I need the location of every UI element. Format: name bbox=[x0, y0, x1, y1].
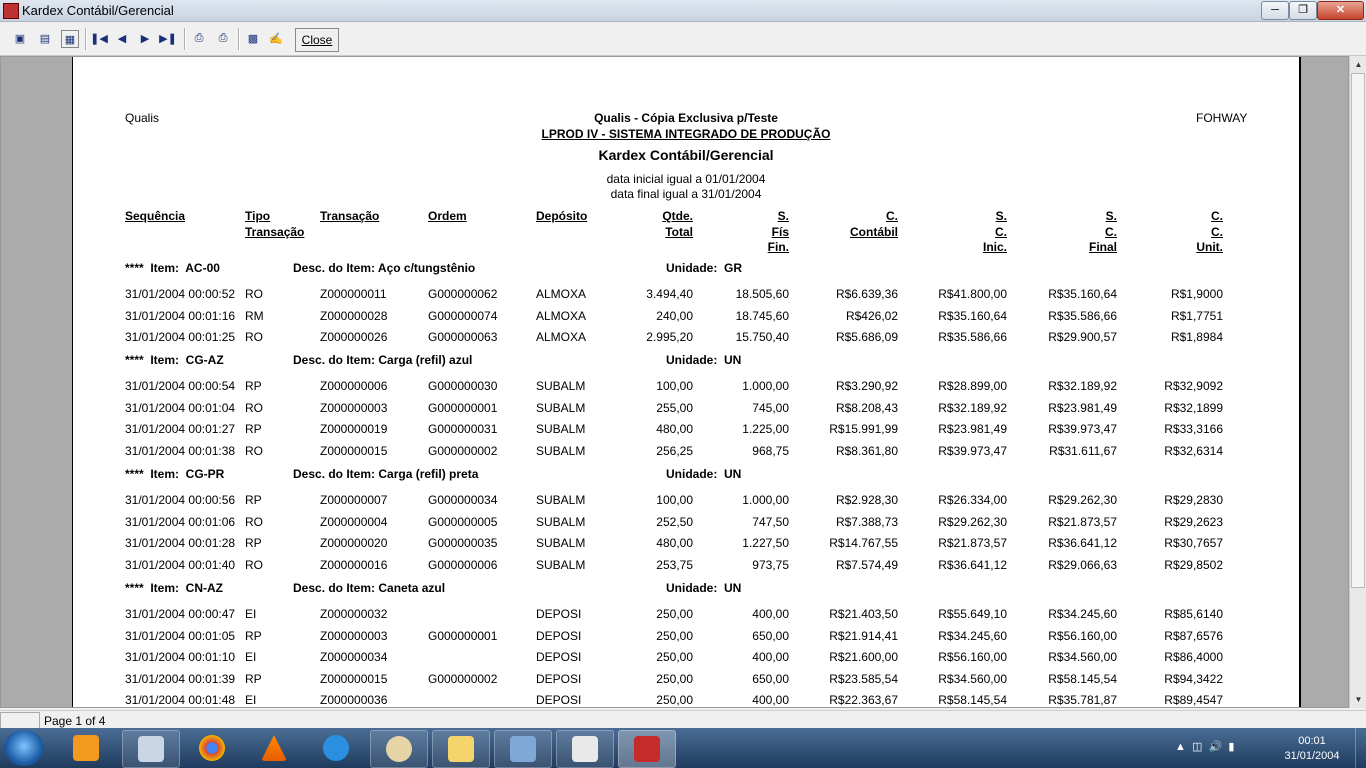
group-item-code: **** Item: CG-AZ bbox=[125, 353, 224, 367]
cell-saldo-custo-final: R$35.781,87 bbox=[1048, 693, 1117, 707]
column-header-tipo-transacao bbox=[245, 209, 304, 240]
column-header-line: S. bbox=[995, 209, 1007, 223]
cell-saldo-custo-final: R$32.189,92 bbox=[1048, 379, 1117, 393]
explorer-folder-icon[interactable] bbox=[432, 730, 490, 768]
cell-transacao: Z000000034 bbox=[320, 650, 388, 664]
status-bar bbox=[0, 710, 1366, 730]
column-header-custo-unitario bbox=[1196, 209, 1223, 256]
report-page bbox=[72, 57, 1301, 708]
cell-saldo-custo-final: R$36.641,12 bbox=[1048, 536, 1117, 550]
cell-saldo-custo-final: R$56.160,00 bbox=[1048, 629, 1117, 643]
cell-ordem: G000000035 bbox=[428, 536, 498, 550]
column-header-line: Qtde. bbox=[662, 209, 693, 223]
cell-ordem: G000000002 bbox=[428, 444, 498, 458]
cell-custo-unitario: R$29,2623 bbox=[1164, 515, 1223, 529]
cell-qtde-total: 240,00 bbox=[656, 309, 693, 323]
cell-sequencia: 31/01/2004 00:01:39 bbox=[125, 672, 236, 686]
cell-custo-contabil: R$5.686,09 bbox=[835, 330, 898, 344]
column-header-line: Tipo bbox=[245, 209, 271, 223]
group-item-unit: Unidade: UN bbox=[666, 581, 742, 595]
column-header-line: Fís bbox=[771, 224, 789, 239]
cell-saldo-custo-final: R$29.900,57 bbox=[1048, 330, 1117, 344]
column-header-line: S. bbox=[777, 209, 789, 223]
scroll-down-icon[interactable]: ▼ bbox=[1354, 695, 1363, 704]
cell-custo-contabil: R$8.208,43 bbox=[835, 401, 898, 415]
save-icon[interactable]: ▩ bbox=[247, 32, 259, 45]
column-header-line: Transação bbox=[320, 209, 380, 223]
seven-zip-icon[interactable] bbox=[556, 730, 614, 768]
cell-saldo-custo-inicial: R$32.189,92 bbox=[938, 401, 1007, 415]
close-window-button[interactable]: ✕ bbox=[1317, 1, 1364, 20]
start-button[interactable] bbox=[4, 730, 44, 766]
date-end: data final igual a 31/01/2004 bbox=[610, 187, 762, 201]
cell-ordem: G000000031 bbox=[428, 422, 498, 436]
cell-transacao: Z000000036 bbox=[320, 693, 388, 707]
cell-saldo-custo-inicial: R$26.334,00 bbox=[938, 493, 1007, 507]
cell-deposito: DEPOSI bbox=[536, 607, 582, 621]
cell-deposito: DEPOSI bbox=[536, 650, 582, 664]
cell-qtde-total: 253,75 bbox=[656, 558, 693, 572]
cell-qtde-total: 100,00 bbox=[656, 379, 693, 393]
cell-deposito: ALMOXA bbox=[536, 309, 587, 323]
cell-deposito: ALMOXA bbox=[536, 287, 587, 301]
cell-deposito: DEPOSI bbox=[536, 672, 582, 686]
group-item-description: Desc. do Item: Carga (refil) preta bbox=[293, 467, 479, 481]
cell-custo-contabil: R$8.361,80 bbox=[835, 444, 898, 458]
column-header-line: Inic. bbox=[982, 240, 1007, 254]
cell-saldo-custo-final: R$35.586,66 bbox=[1048, 309, 1117, 323]
close-button[interactable]: Close bbox=[295, 28, 339, 52]
cell-qtde-total: 250,00 bbox=[656, 629, 693, 643]
cell-qtde-total: 480,00 bbox=[656, 422, 693, 436]
report-title: Kardex Contábil/Gerencial bbox=[598, 147, 774, 163]
cell-tipo-transacao: RP bbox=[245, 672, 262, 686]
cell-tipo-transacao: RP bbox=[245, 422, 262, 436]
group-item-description: Desc. do Item: Carga (refil) azul bbox=[293, 353, 473, 367]
cell-custo-contabil: R$23.585,54 bbox=[829, 672, 898, 686]
cell-custo-contabil: R$21.600,00 bbox=[829, 650, 898, 664]
cell-transacao: Z000000011 bbox=[320, 287, 387, 301]
scroll-thumb[interactable] bbox=[1351, 73, 1365, 588]
cell-saldo-fisico: 745,00 bbox=[752, 401, 789, 415]
column-header-line: Total bbox=[665, 224, 693, 239]
cell-custo-contabil: R$6.639,36 bbox=[835, 287, 898, 301]
cell-transacao: Z000000016 bbox=[320, 558, 388, 572]
cell-custo-unitario: R$32,6314 bbox=[1164, 444, 1223, 458]
cell-saldo-custo-final: R$21.873,57 bbox=[1048, 515, 1117, 529]
cell-custo-unitario: R$33,3166 bbox=[1164, 422, 1223, 436]
paint-icon[interactable] bbox=[370, 730, 428, 768]
cell-saldo-fisico: 650,00 bbox=[752, 672, 789, 686]
cell-saldo-custo-final: R$29.262,30 bbox=[1048, 493, 1117, 507]
cell-deposito: SUBALM bbox=[536, 536, 586, 550]
cell-transacao: Z000000032 bbox=[320, 607, 388, 621]
cell-saldo-custo-final: R$31.611,67 bbox=[1049, 444, 1117, 458]
cell-transacao: Z000000028 bbox=[320, 309, 388, 323]
two-pages-icon[interactable]: ▤ bbox=[39, 32, 51, 45]
first-page-icon[interactable]: ❚◀ bbox=[90, 32, 108, 45]
cell-qtde-total: 250,00 bbox=[656, 693, 693, 707]
cell-qtde-total: 250,00 bbox=[656, 672, 693, 686]
column-header-transacao bbox=[320, 209, 379, 225]
page-indicator: Page 1 of 4 bbox=[44, 714, 106, 728]
cell-saldo-custo-final: R$29.066,63 bbox=[1048, 558, 1117, 572]
group-item-code: **** Item: CG-PR bbox=[125, 467, 225, 481]
cell-saldo-custo-inicial: R$56.160,00 bbox=[938, 650, 1007, 664]
cell-saldo-fisico: 747,50 bbox=[752, 515, 789, 529]
cell-tipo-transacao: RO bbox=[245, 515, 263, 529]
cell-custo-contabil: R$14.767,55 bbox=[829, 536, 898, 550]
vlc-icon[interactable] bbox=[246, 730, 302, 766]
cell-sequencia: 31/01/2004 00:01:10 bbox=[125, 650, 236, 664]
cell-custo-unitario: R$32,9092 bbox=[1164, 379, 1223, 393]
cell-saldo-fisico: 1.227,50 bbox=[742, 536, 789, 550]
cell-sequencia: 31/01/2004 00:00:56 bbox=[125, 493, 236, 507]
clock-date: 31/01/2004 bbox=[1284, 750, 1340, 762]
clock-time: 00:01 bbox=[1298, 735, 1326, 747]
system-tray[interactable]: ▲ ◫ 🔊 ▮ bbox=[1175, 741, 1235, 753]
column-header-line: C. bbox=[886, 209, 898, 223]
cell-custo-unitario: R$1,9000 bbox=[1170, 287, 1223, 301]
column-header-saldo-fisico bbox=[768, 209, 789, 256]
cell-transacao: Z000000004 bbox=[320, 515, 388, 529]
cell-deposito: SUBALM bbox=[536, 422, 586, 436]
cell-tipo-transacao: RO bbox=[245, 287, 263, 301]
company-right: FOHWAY bbox=[1196, 111, 1248, 125]
cell-sequencia: 31/01/2004 00:01:16 bbox=[125, 309, 236, 323]
cell-sequencia: 31/01/2004 00:00:52 bbox=[125, 287, 236, 301]
column-header-saldo-custo-inicial bbox=[983, 209, 1007, 256]
open-icon[interactable]: ✍ bbox=[269, 32, 283, 45]
cell-qtde-total: 480,00 bbox=[656, 536, 693, 550]
cell-saldo-custo-final: R$34.560,00 bbox=[1048, 650, 1117, 664]
last-page-icon[interactable]: ▶❚ bbox=[159, 32, 177, 45]
cell-transacao: Z000000006 bbox=[320, 379, 388, 393]
cell-custo-contabil: R$21.403,50 bbox=[829, 607, 898, 621]
cell-custo-contabil: R$7.388,73 bbox=[835, 515, 898, 529]
cell-qtde-total: 256,25 bbox=[656, 444, 693, 458]
cell-transacao: Z000000015 bbox=[320, 444, 388, 458]
cell-sequencia: 31/01/2004 00:01:38 bbox=[125, 444, 236, 458]
cell-deposito: SUBALM bbox=[536, 558, 586, 572]
date-start: data inicial igual a 01/01/2004 bbox=[606, 172, 766, 186]
cell-tipo-transacao: RP bbox=[245, 536, 262, 550]
control-panel-icon[interactable] bbox=[494, 730, 552, 768]
cell-saldo-custo-inicial: R$34.560,00 bbox=[938, 672, 1007, 686]
group-item-unit: Unidade: UN bbox=[666, 353, 742, 367]
prev-page-icon[interactable]: ◀ bbox=[117, 32, 127, 45]
cell-saldo-custo-inicial: R$28.899,00 bbox=[938, 379, 1007, 393]
cell-saldo-fisico: 400,00 bbox=[752, 693, 789, 707]
cell-ordem: G000000030 bbox=[428, 379, 498, 393]
cell-transacao: Z000000020 bbox=[320, 536, 388, 550]
cell-custo-contabil: R$21.914,41 bbox=[829, 629, 898, 643]
cell-tipo-transacao: EI bbox=[245, 650, 257, 664]
group-item-unit: Unidade: UN bbox=[666, 467, 742, 481]
cell-qtde-total: 250,00 bbox=[656, 607, 693, 621]
cell-sequencia: 31/01/2004 00:01:06 bbox=[125, 515, 236, 529]
cell-ordem: G000000034 bbox=[428, 493, 498, 507]
cell-ordem: G000000006 bbox=[428, 558, 498, 572]
maximize-button[interactable]: ❐ bbox=[1289, 1, 1317, 20]
cell-custo-unitario: R$29,8502 bbox=[1164, 558, 1223, 572]
cell-tipo-transacao: RP bbox=[245, 379, 262, 393]
group-item-code: **** Item: CN-AZ bbox=[125, 581, 224, 595]
cell-saldo-fisico: 400,00 bbox=[752, 607, 789, 621]
cell-saldo-custo-inicial: R$29.262,30 bbox=[938, 515, 1007, 529]
cell-saldo-custo-inicial: R$58.145,54 bbox=[938, 693, 1007, 707]
cell-tipo-transacao: RM bbox=[245, 309, 264, 323]
column-header-line: Fin. bbox=[767, 240, 789, 254]
group-item-description: Desc. do Item: Caneta azul bbox=[293, 581, 446, 595]
cell-custo-contabil: R$426,02 bbox=[845, 309, 898, 323]
cell-saldo-custo-inicial: R$41.800,00 bbox=[938, 287, 1007, 301]
cell-saldo-custo-inicial: R$39.973,47 bbox=[938, 444, 1007, 458]
column-header-line: C. bbox=[1211, 224, 1223, 239]
cell-deposito: SUBALM bbox=[536, 515, 586, 529]
cell-deposito: DEPOSI bbox=[536, 693, 582, 707]
cell-custo-contabil: R$15.991,99 bbox=[829, 422, 898, 436]
cell-custo-contabil: R$3.290,92 bbox=[835, 379, 898, 393]
cell-deposito: DEPOSI bbox=[536, 629, 582, 643]
group-item-unit: Unidade: GR bbox=[666, 261, 743, 275]
cell-sequencia: 31/01/2004 00:01:27 bbox=[125, 422, 236, 436]
cell-saldo-fisico: 400,00 bbox=[752, 650, 789, 664]
cell-transacao: Z000000007 bbox=[320, 493, 388, 507]
cell-saldo-fisico: 968,75 bbox=[752, 444, 789, 458]
cell-saldo-custo-inicial: R$23.981,49 bbox=[938, 422, 1007, 436]
cell-custo-unitario: R$94,3422 bbox=[1164, 672, 1223, 686]
cell-qtde-total: 250,00 bbox=[656, 650, 693, 664]
column-header-line: C. bbox=[1105, 224, 1117, 239]
cell-qtde-total: 252,50 bbox=[656, 515, 693, 529]
window-title: Kardex Contábil/Gerencial bbox=[22, 3, 174, 18]
print-icon[interactable]: ⎙ bbox=[218, 31, 228, 44]
cell-sequencia: 31/01/2004 00:00:47 bbox=[125, 607, 236, 621]
app-icon bbox=[3, 3, 19, 19]
chrome-icon[interactable] bbox=[184, 730, 240, 766]
cell-saldo-fisico: 1.000,00 bbox=[742, 379, 789, 393]
cell-transacao: Z000000019 bbox=[320, 422, 388, 436]
one-page-icon[interactable]: ▣ bbox=[14, 32, 26, 45]
cell-saldo-fisico: 650,00 bbox=[752, 629, 789, 643]
column-header-custo-contabil bbox=[850, 209, 898, 240]
taskbar bbox=[0, 728, 1366, 768]
vertical-scrollbar[interactable] bbox=[1349, 56, 1366, 708]
cell-deposito: SUBALM bbox=[536, 444, 586, 458]
cell-deposito: SUBALM bbox=[536, 379, 586, 393]
internet-explorer-icon[interactable] bbox=[308, 730, 364, 766]
cell-transacao: Z000000026 bbox=[320, 330, 388, 344]
cell-ordem: G000000063 bbox=[428, 330, 498, 344]
cell-saldo-fisico: 18.745,60 bbox=[735, 309, 789, 323]
column-header-line: Ordem bbox=[428, 209, 467, 223]
cell-saldo-custo-inicial: R$34.245,60 bbox=[938, 629, 1007, 643]
kardex-app-icon[interactable] bbox=[618, 730, 676, 768]
cell-ordem: G000000001 bbox=[428, 401, 498, 415]
cell-custo-unitario: R$87,6576 bbox=[1164, 629, 1223, 643]
cell-saldo-custo-final: R$39.973,47 bbox=[1048, 422, 1117, 436]
cell-saldo-custo-final: R$58.145,54 bbox=[1048, 672, 1117, 686]
column-header-sequencia bbox=[125, 209, 185, 225]
column-header-line: Unit. bbox=[1196, 240, 1223, 254]
cell-custo-unitario: R$1,8984 bbox=[1170, 330, 1223, 344]
cell-sequencia: 31/01/2004 00:01:05 bbox=[125, 629, 236, 643]
cell-transacao: Z000000003 bbox=[320, 401, 388, 415]
cell-saldo-custo-inicial: R$35.586,66 bbox=[938, 330, 1007, 344]
column-header-deposito bbox=[536, 209, 587, 225]
cell-saldo-fisico: 973,75 bbox=[752, 558, 789, 572]
column-header-line: Sequência bbox=[125, 209, 186, 223]
cell-tipo-transacao: EI bbox=[245, 693, 257, 707]
cell-transacao: Z000000003 bbox=[320, 629, 388, 643]
cell-custo-unitario: R$32,1899 bbox=[1164, 401, 1223, 415]
group-item-description: Desc. do Item: Aço c/tungstênio bbox=[293, 261, 476, 275]
cell-custo-unitario: R$89,4547 bbox=[1164, 693, 1223, 707]
cell-saldo-custo-inicial: R$21.873,57 bbox=[938, 536, 1007, 550]
cell-tipo-transacao: RO bbox=[245, 444, 263, 458]
cell-tipo-transacao: RO bbox=[245, 401, 263, 415]
cell-sequencia: 31/01/2004 00:01:48 bbox=[125, 693, 236, 707]
cell-custo-contabil: R$7.574,49 bbox=[835, 558, 898, 572]
cell-tipo-transacao: RO bbox=[245, 558, 263, 572]
cell-ordem: G000000005 bbox=[428, 515, 498, 529]
cell-custo-unitario: R$86,4000 bbox=[1164, 650, 1223, 664]
column-header-saldo-custo-final bbox=[1089, 209, 1117, 256]
cell-saldo-fisico: 1.000,00 bbox=[742, 493, 789, 507]
cell-qtde-total: 255,00 bbox=[656, 401, 693, 415]
cell-tipo-transacao: RO bbox=[245, 330, 263, 344]
calculator-icon[interactable] bbox=[122, 730, 180, 768]
column-header-line: C. bbox=[1211, 209, 1223, 223]
cell-custo-unitario: R$30,7657 bbox=[1164, 536, 1223, 550]
cell-saldo-fisico: 18.505,60 bbox=[735, 287, 789, 301]
cell-custo-unitario: R$85,6140 bbox=[1164, 607, 1223, 621]
cell-ordem: G000000074 bbox=[428, 309, 498, 323]
column-header-line: C. bbox=[995, 224, 1007, 239]
cell-sequencia: 31/01/2004 00:01:40 bbox=[125, 558, 236, 572]
scroll-up-icon[interactable]: ▲ bbox=[1354, 60, 1363, 69]
cell-custo-contabil: R$2.928,30 bbox=[835, 493, 898, 507]
column-header-line: Transação bbox=[245, 224, 305, 239]
cell-sequencia: 31/01/2004 00:01:25 bbox=[125, 330, 236, 344]
minimize-button[interactable]: ─ bbox=[1261, 1, 1289, 20]
cell-qtde-total: 3.494,40 bbox=[646, 287, 693, 301]
cell-deposito: SUBALM bbox=[536, 401, 586, 415]
column-header-ordem bbox=[428, 209, 467, 225]
cell-custo-unitario: R$1,7751 bbox=[1170, 309, 1223, 323]
cell-saldo-custo-final: R$35.160,64 bbox=[1048, 287, 1117, 301]
cell-custo-contabil: R$22.363,67 bbox=[829, 693, 898, 707]
report-header-line1: Qualis - Cópia Exclusiva p/Teste bbox=[594, 111, 778, 125]
show-desktop-button[interactable] bbox=[1355, 728, 1366, 768]
group-item-code: **** Item: AC-00 bbox=[125, 261, 220, 275]
company-left: Qualis bbox=[125, 111, 160, 125]
cell-transacao: Z000000015 bbox=[320, 672, 388, 686]
cell-saldo-fisico: 15.750,40 bbox=[735, 330, 789, 344]
column-header-line: Final bbox=[1088, 240, 1117, 254]
cell-tipo-transacao: EI bbox=[245, 607, 257, 621]
cell-ordem: G000000002 bbox=[428, 672, 498, 686]
column-header-qtde-total bbox=[662, 209, 693, 240]
clock[interactable] bbox=[1272, 734, 1352, 764]
cell-custo-unitario: R$29,2830 bbox=[1164, 493, 1223, 507]
cell-qtde-total: 2.995,20 bbox=[646, 330, 693, 344]
page-width-icon[interactable]: ▦ bbox=[61, 30, 79, 48]
next-page-icon[interactable]: ▶ bbox=[140, 32, 150, 45]
toolbar bbox=[0, 22, 1366, 56]
printer-setup-icon[interactable]: ⎙ bbox=[194, 31, 204, 44]
column-header-line: S. bbox=[1105, 209, 1117, 223]
cell-qtde-total: 100,00 bbox=[656, 493, 693, 507]
cell-saldo-custo-inicial: R$36.641,12 bbox=[938, 558, 1007, 572]
column-header-line: Depósito bbox=[536, 209, 588, 223]
cell-saldo-custo-final: R$34.245,60 bbox=[1048, 607, 1117, 621]
report-header-line2: LPROD IV - SISTEMA INTEGRADO DE PRODUÇÃO bbox=[541, 127, 831, 141]
cell-tipo-transacao: RP bbox=[245, 493, 262, 507]
cell-saldo-fisico: 1.225,00 bbox=[742, 422, 789, 436]
media-player-icon[interactable] bbox=[58, 730, 114, 766]
cell-ordem: G000000062 bbox=[428, 287, 498, 301]
cell-sequencia: 31/01/2004 00:00:54 bbox=[125, 379, 236, 393]
cell-tipo-transacao: RP bbox=[245, 629, 262, 643]
cell-saldo-custo-inicial: R$55.649,10 bbox=[938, 607, 1007, 621]
cell-sequencia: 31/01/2004 00:01:04 bbox=[125, 401, 236, 415]
cell-saldo-custo-final: R$23.981,49 bbox=[1048, 401, 1117, 415]
title-bar bbox=[0, 0, 1366, 22]
cell-sequencia: 31/01/2004 00:01:28 bbox=[125, 536, 236, 550]
report-viewport bbox=[0, 56, 1349, 708]
cell-saldo-custo-inicial: R$35.160,64 bbox=[938, 309, 1007, 323]
cell-ordem: G000000001 bbox=[428, 629, 498, 643]
cell-deposito: SUBALM bbox=[536, 493, 586, 507]
column-header-line: Contábil bbox=[850, 224, 898, 239]
cell-deposito: ALMOXA bbox=[536, 330, 587, 344]
